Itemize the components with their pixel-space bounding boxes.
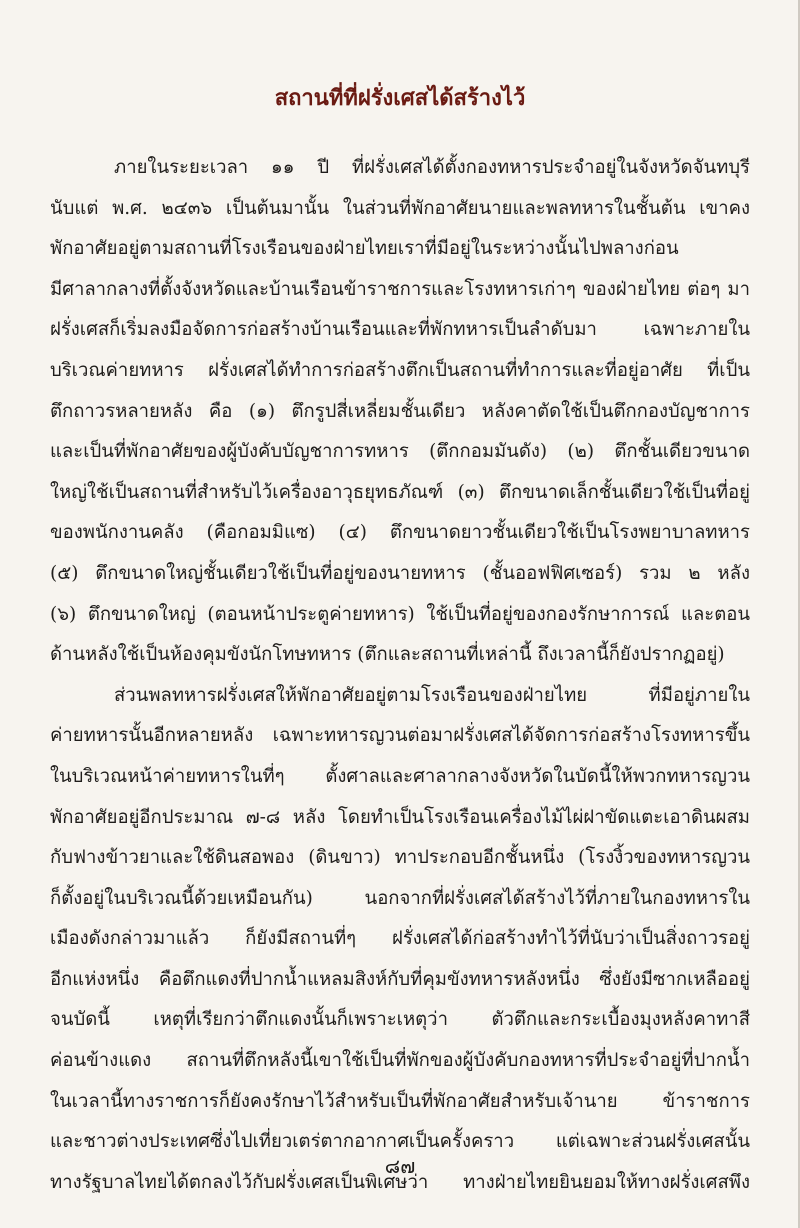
paragraph-2-line: ในเวลานี้ทางราชการก็ยังคงรักษาไว้สำหรับเป็นที่พักอาศัยสำหรับเจ้านาย ข้าราชการ: [50, 1090, 750, 1112]
page-number: ๘๗: [384, 1154, 416, 1178]
paragraph-1-line: (๖) ตึกขนาดใหญ่ (ตอนหน้าประตูค่ายทหาร) ใช้เป็นที่อยู่ของกองรักษาการณ์ และตอน: [50, 603, 750, 625]
paragraph-2-line: เมืองดังกล่าวมาแล้ว ก็ยังมีสถานที่ๆ ฝรั่งเศสได้ก่อสร้างทำไว้ที่นับว่าเป็นสิ่งถาวรอยู่: [50, 928, 750, 950]
paragraph-2-line: ก็ตั้งอยู่ในบริเวณนี้ด้วยเหมือนกัน) นอกจากที่ฝรั่งเศสได้สร้างไว้ที่ภายในกองทหารใน: [50, 887, 750, 909]
paragraph-1-line: ภายในระยะเวลา ๑๑ ปี ที่ฝรั่งเศสได้ตั้งกองทหารประจำอยู่ในจังหวัดจันทบุรี: [114, 157, 750, 178]
paragraph-1-line: มีศาลากลางที่ตั้งจังหวัดและบ้านเรือนข้าราชการและโรงทหารเก่าๆ ของฝ่ายไทย ต่อๆ มา: [50, 278, 750, 300]
paragraph-2-line: พักอาศัยอยู่อีกประมาณ ๗-๘ หลัง โดยทำเป็นโรงเรือนเครื่องไม้ไผ่ฝาขัดแตะเอาดินผสม: [50, 806, 750, 828]
paragraph-1-line: ของพนักงานคลัง (คือกอมมิแซ) (๔) ตึกขนาดยาวชั้นเดียวใช้เป็นโรงพยาบาลทหาร: [50, 522, 750, 544]
paragraph-2-line: และชาวต่างประเทศซึ่งไปเที่ยวเตร่ตากอากาศเป็นครั้งคราว แต่เฉพาะส่วนฝรั่งเศสนั้น: [50, 1131, 750, 1153]
paragraph-2-line: อีกแห่งหนึ่ง คือตึกแดงที่ปากน้ำแหลมสิงห์กับที่คุมขังทหารหลังหนึ่ง ซึ่งยังมีซากเหลืออยู่: [50, 968, 750, 990]
paragraph-2-line: ในบริเวณหน้าค่ายทหารในที่ๆ ตั้งศาลและศาลากลางจังหวัดในบัดนี้ให้พวกทหารญวน: [50, 765, 750, 787]
paragraph-2-line: ส่วนพลทหารฝรั่งเศสให้พักอาศัยอยู่ตามโรงเรือนของฝ่ายไทย ที่มีอยู่ภายใน: [114, 684, 750, 706]
paragraph-1-line: ฝรั่งเศสก็เริ่มลงมือจัดการก่อสร้างบ้านเรือนและที่พักทหารเป็นลำดับมา เฉพาะภายใน: [50, 319, 750, 341]
paragraph-1-line: ด้านหลังใช้เป็นห้องคุมขังนักโทษทหาร (ตึกและสถานที่เหล่านี้ ถึงเวลานี้ก็ยังปรากฏอยู่): [50, 644, 725, 666]
paragraph-1-line: ใหญ่ใช้เป็นสถานที่สำหรับไว้เครื่องอาวุธยุทธภัณฑ์ (๓) ตึกขนาดเล็กชั้นเดียวใช้เป็นที่อยู่: [50, 481, 750, 503]
paragraph-2-line: ค่อนข้างแดง สถานที่ตึกหลังนี้เขาใช้เป็นที่พักของผู้บังคับกองทหารที่ประจำอยู่ที่ปากน้ำ: [50, 1050, 750, 1072]
paragraph-2-line: กับฟางข้าวยาและใช้ดินสอพอง (ดินขาว) ทาประกอบอีกชั้นหนึ่ง (โรงงิ้วของทหารญวน: [50, 847, 750, 869]
paragraph-1-line: พักอาศัยอยู่ตามสถานที่โรงเรือนของฝ่ายไทยเราที่มีอยู่ในระหว่างนั้นไปพลางก่อน: [50, 238, 679, 260]
paragraph-1-line: ตึกถาวรหลายหลัง คือ (๑) ตึกรูปสี่เหลี่ยมชั้นเดียว หลังคาตัดใช้เป็นตึกกองบัญชาการ: [50, 400, 750, 422]
paragraph-1-line: (๕) ตึกขนาดใหญ่ชั้นเดียวใช้เป็นที่อยู่ของนายทหาร (ชั้นออฟฟิศเซอร์) รวม ๒ หลัง: [50, 562, 750, 584]
paragraph-2-line: ค่ายทหารนั้นอีกหลายหลัง เฉพาะทหารญวนต่อมาฝรั่งเศสได้จัดการก่อสร้างโรงทหารขึ้น: [50, 725, 750, 747]
paragraph-2-line: จนบัดนี้ เหตุที่เรียกว่าตึกแดงนั้นก็เพราะเหตุว่า ตัวตึกและกระเบื้องมุงหลังคาทาสี: [50, 1009, 750, 1031]
paragraph-2-line: ทางรัฐบาลไทยได้ตกลงไว้กับฝรั่งเศสเป็นพิเศษว่า ทางฝ่ายไทยยินยอมให้ทางฝรั่งเศสพึง: [50, 1171, 750, 1193]
body-text: [50, 148, 750, 1203]
paragraph-1-line: บริเวณค่ายทหาร ฝรั่งเศสได้ทำการก่อสร้างตึกเป็นสถานที่ทำการและที่อยู่อาศัย ที่เป็น: [50, 359, 750, 381]
paragraph-1-line: นับแต่ พ.ศ. ๒๔๓๖ เป็นต้นมานั้น ในส่วนที่พักอาศัยนายและพลทหารในชั้นต้น เขาคง: [50, 197, 750, 219]
paragraph-1-line: และเป็นที่พักอาศัยของผู้บังคับบัญชาการทหาร (ตึกกอมมันดัง) (๒) ตึกชั้นเดียวขนาด: [50, 441, 750, 463]
page-title: สถานที่ที่ฝรั่งเศสได้สร้างไว้: [274, 85, 526, 111]
